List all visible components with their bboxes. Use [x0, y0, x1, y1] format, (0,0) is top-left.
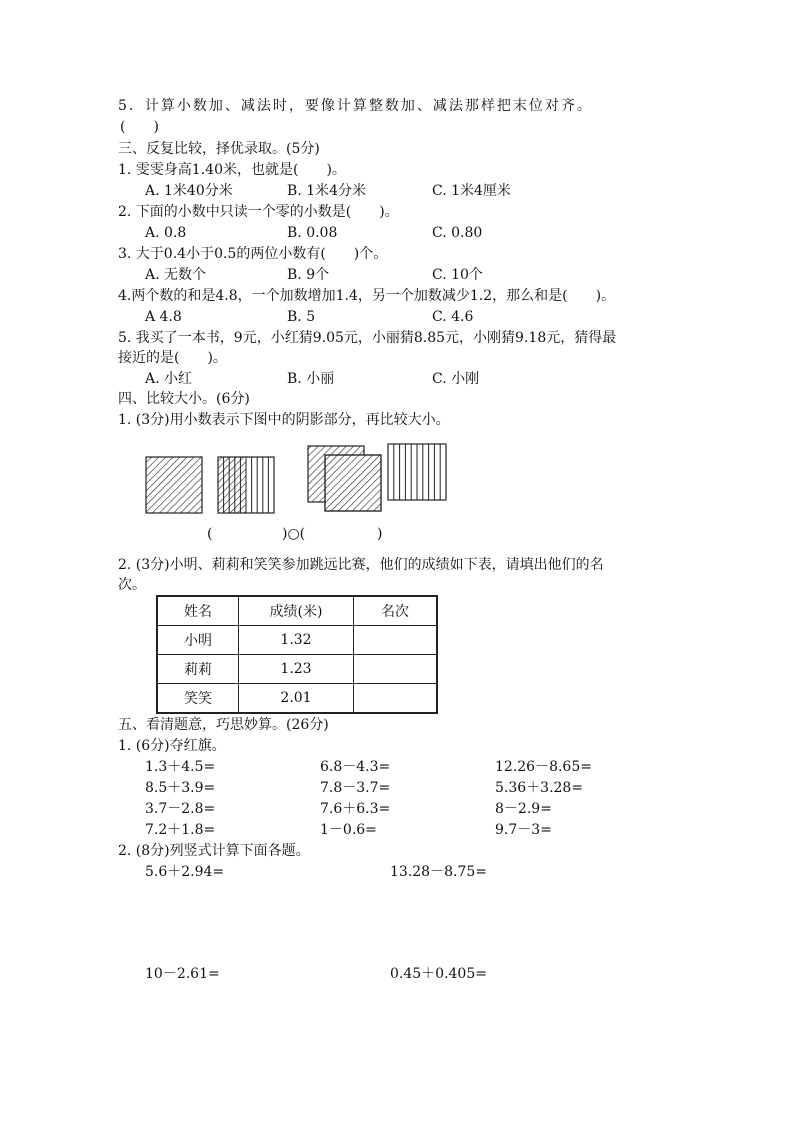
table-cell-name: 笑笑: [157, 684, 239, 714]
choice-question-5: 5. 我买了一本书，9元，小红猜9.05元，小丽猜8.85元，小刚猜9.18元，猜得最: [118, 330, 617, 346]
table-cell-rank[interactable]: [354, 684, 438, 714]
compare-circle[interactable]: )○(: [282, 526, 306, 542]
table-header: 姓名: [157, 596, 239, 626]
choice-4-option-b[interactable]: B. 5: [287, 309, 316, 325]
table-header: 名次: [354, 596, 438, 626]
oral-item[interactable]: 1－0.6=: [320, 822, 377, 838]
compare-question-2-cont: 次。: [118, 577, 146, 593]
section-3-title: 三、反复比较，择优录取。(5分): [118, 141, 320, 157]
table-row: [157, 655, 437, 684]
choice-1-option-b[interactable]: B. 1米4分米: [287, 183, 367, 199]
compare-question-1: 1. (3分)用小数表示下图中的阴影部分，再比较大小。: [118, 412, 450, 428]
table-cell-score: 1.23: [239, 655, 354, 684]
oral-item[interactable]: 8.5＋3.9=: [145, 780, 216, 796]
compare-blank-left-open: (: [207, 526, 213, 542]
vertical-calc-item[interactable]: 13.28－8.75=: [390, 864, 487, 880]
judge-answer-paren[interactable]: ( ): [120, 119, 159, 135]
compare-answer-right[interactable]: [318, 526, 376, 544]
choice-3-option-b[interactable]: B. 9个: [287, 267, 330, 283]
oral-item[interactable]: 7.8－3.7=: [320, 780, 391, 796]
oral-calc-question: 1. (6分)夺红旗。: [118, 738, 226, 754]
oral-item[interactable]: 7.6＋6.3=: [320, 801, 391, 817]
compare-blank-right-close: ): [377, 526, 383, 542]
choice-question-5-cont: 接近的是( )。: [118, 350, 227, 366]
vertical-calc-item[interactable]: 5.6＋2.94=: [145, 864, 225, 880]
choice-1-option-c[interactable]: C. 1米4厘米: [432, 183, 511, 199]
jump-results-table: [156, 595, 438, 714]
oral-item[interactable]: 9.7－3=: [495, 822, 552, 838]
compare-answer-left[interactable]: [220, 526, 280, 544]
table-cell-rank[interactable]: [354, 626, 438, 655]
choice-5-option-a[interactable]: A. 小红: [145, 371, 193, 387]
tenths-square: [218, 457, 274, 513]
choice-2-option-c[interactable]: C. 0.80: [432, 225, 483, 241]
vertical-calc-item[interactable]: 0.45＋0.405=: [390, 966, 487, 982]
table-cell-score: 2.01: [239, 684, 354, 714]
table-cell-name: 莉莉: [157, 655, 239, 684]
oral-item[interactable]: 6.8－4.3=: [320, 759, 391, 775]
full-shaded-square: [146, 457, 202, 513]
choice-2-option-a[interactable]: A. 0.8: [145, 225, 187, 241]
section-5-title: 五、看清题意，巧思妙算。(26分): [118, 717, 329, 733]
table-row: [157, 626, 437, 655]
table-cell-name: 小明: [157, 626, 239, 655]
choice-4-option-c[interactable]: C. 4.6: [432, 309, 474, 325]
choice-4-option-a[interactable]: A 4.8: [145, 309, 182, 325]
choice-3-option-a[interactable]: A. 无数个: [145, 267, 207, 283]
choice-5-option-b[interactable]: B. 小丽: [287, 371, 335, 387]
section-4-title: 四、比较大小。(6分): [118, 391, 250, 407]
table-cell-score: 1.32: [239, 626, 354, 655]
oral-item[interactable]: 1.3＋4.5=: [145, 759, 216, 775]
judge-question-5: 5．计算小数加、减法时，要像计算整数加、减法那样把末位对齐。: [118, 98, 593, 114]
oral-item[interactable]: 3.7－2.8=: [145, 801, 216, 817]
choice-5-option-c[interactable]: C. 小刚: [432, 371, 480, 387]
vertical-calc-item[interactable]: 10－2.61=: [145, 966, 220, 982]
table-header-row: [157, 596, 437, 626]
shaded-squares-figure: [140, 440, 460, 520]
choice-question-4: 4.两个数的和是4.8，一个加数增加1.4，另一个加数减少1.2，那么和是( )。: [118, 288, 616, 304]
choice-question-2: 2. 下面的小数中只读一个零的小数是( )。: [118, 204, 399, 220]
oral-item[interactable]: 8－2.9=: [495, 801, 552, 817]
choice-2-option-b[interactable]: B. 0.08: [287, 225, 338, 241]
choice-question-1: 1. 雯雯身高1.40米，也就是( )。: [118, 162, 346, 178]
striped-square: [388, 444, 446, 500]
table-row: [157, 684, 437, 714]
choice-question-3: 3. 大于0.4小于0.5的两位小数有( )个。: [118, 246, 388, 262]
oral-item[interactable]: 12.26－8.65=: [495, 759, 592, 775]
vertical-calc-question: 2. (8分)列竖式计算下面各题。: [118, 843, 310, 859]
table-cell-rank[interactable]: [354, 655, 438, 684]
compare-question-2: 2. (3分)小明、莉莉和笑笑参加跳远比赛，他们的成绩如下表，请填出他们的名: [118, 557, 604, 573]
choice-3-option-c[interactable]: C. 10个: [432, 267, 483, 283]
oral-item[interactable]: 5.36＋3.28=: [495, 780, 584, 796]
table-header: 成绩(米): [239, 596, 354, 626]
oral-item[interactable]: 7.2＋1.8=: [145, 822, 216, 838]
choice-1-option-a[interactable]: A. 1米40分米: [145, 183, 233, 199]
